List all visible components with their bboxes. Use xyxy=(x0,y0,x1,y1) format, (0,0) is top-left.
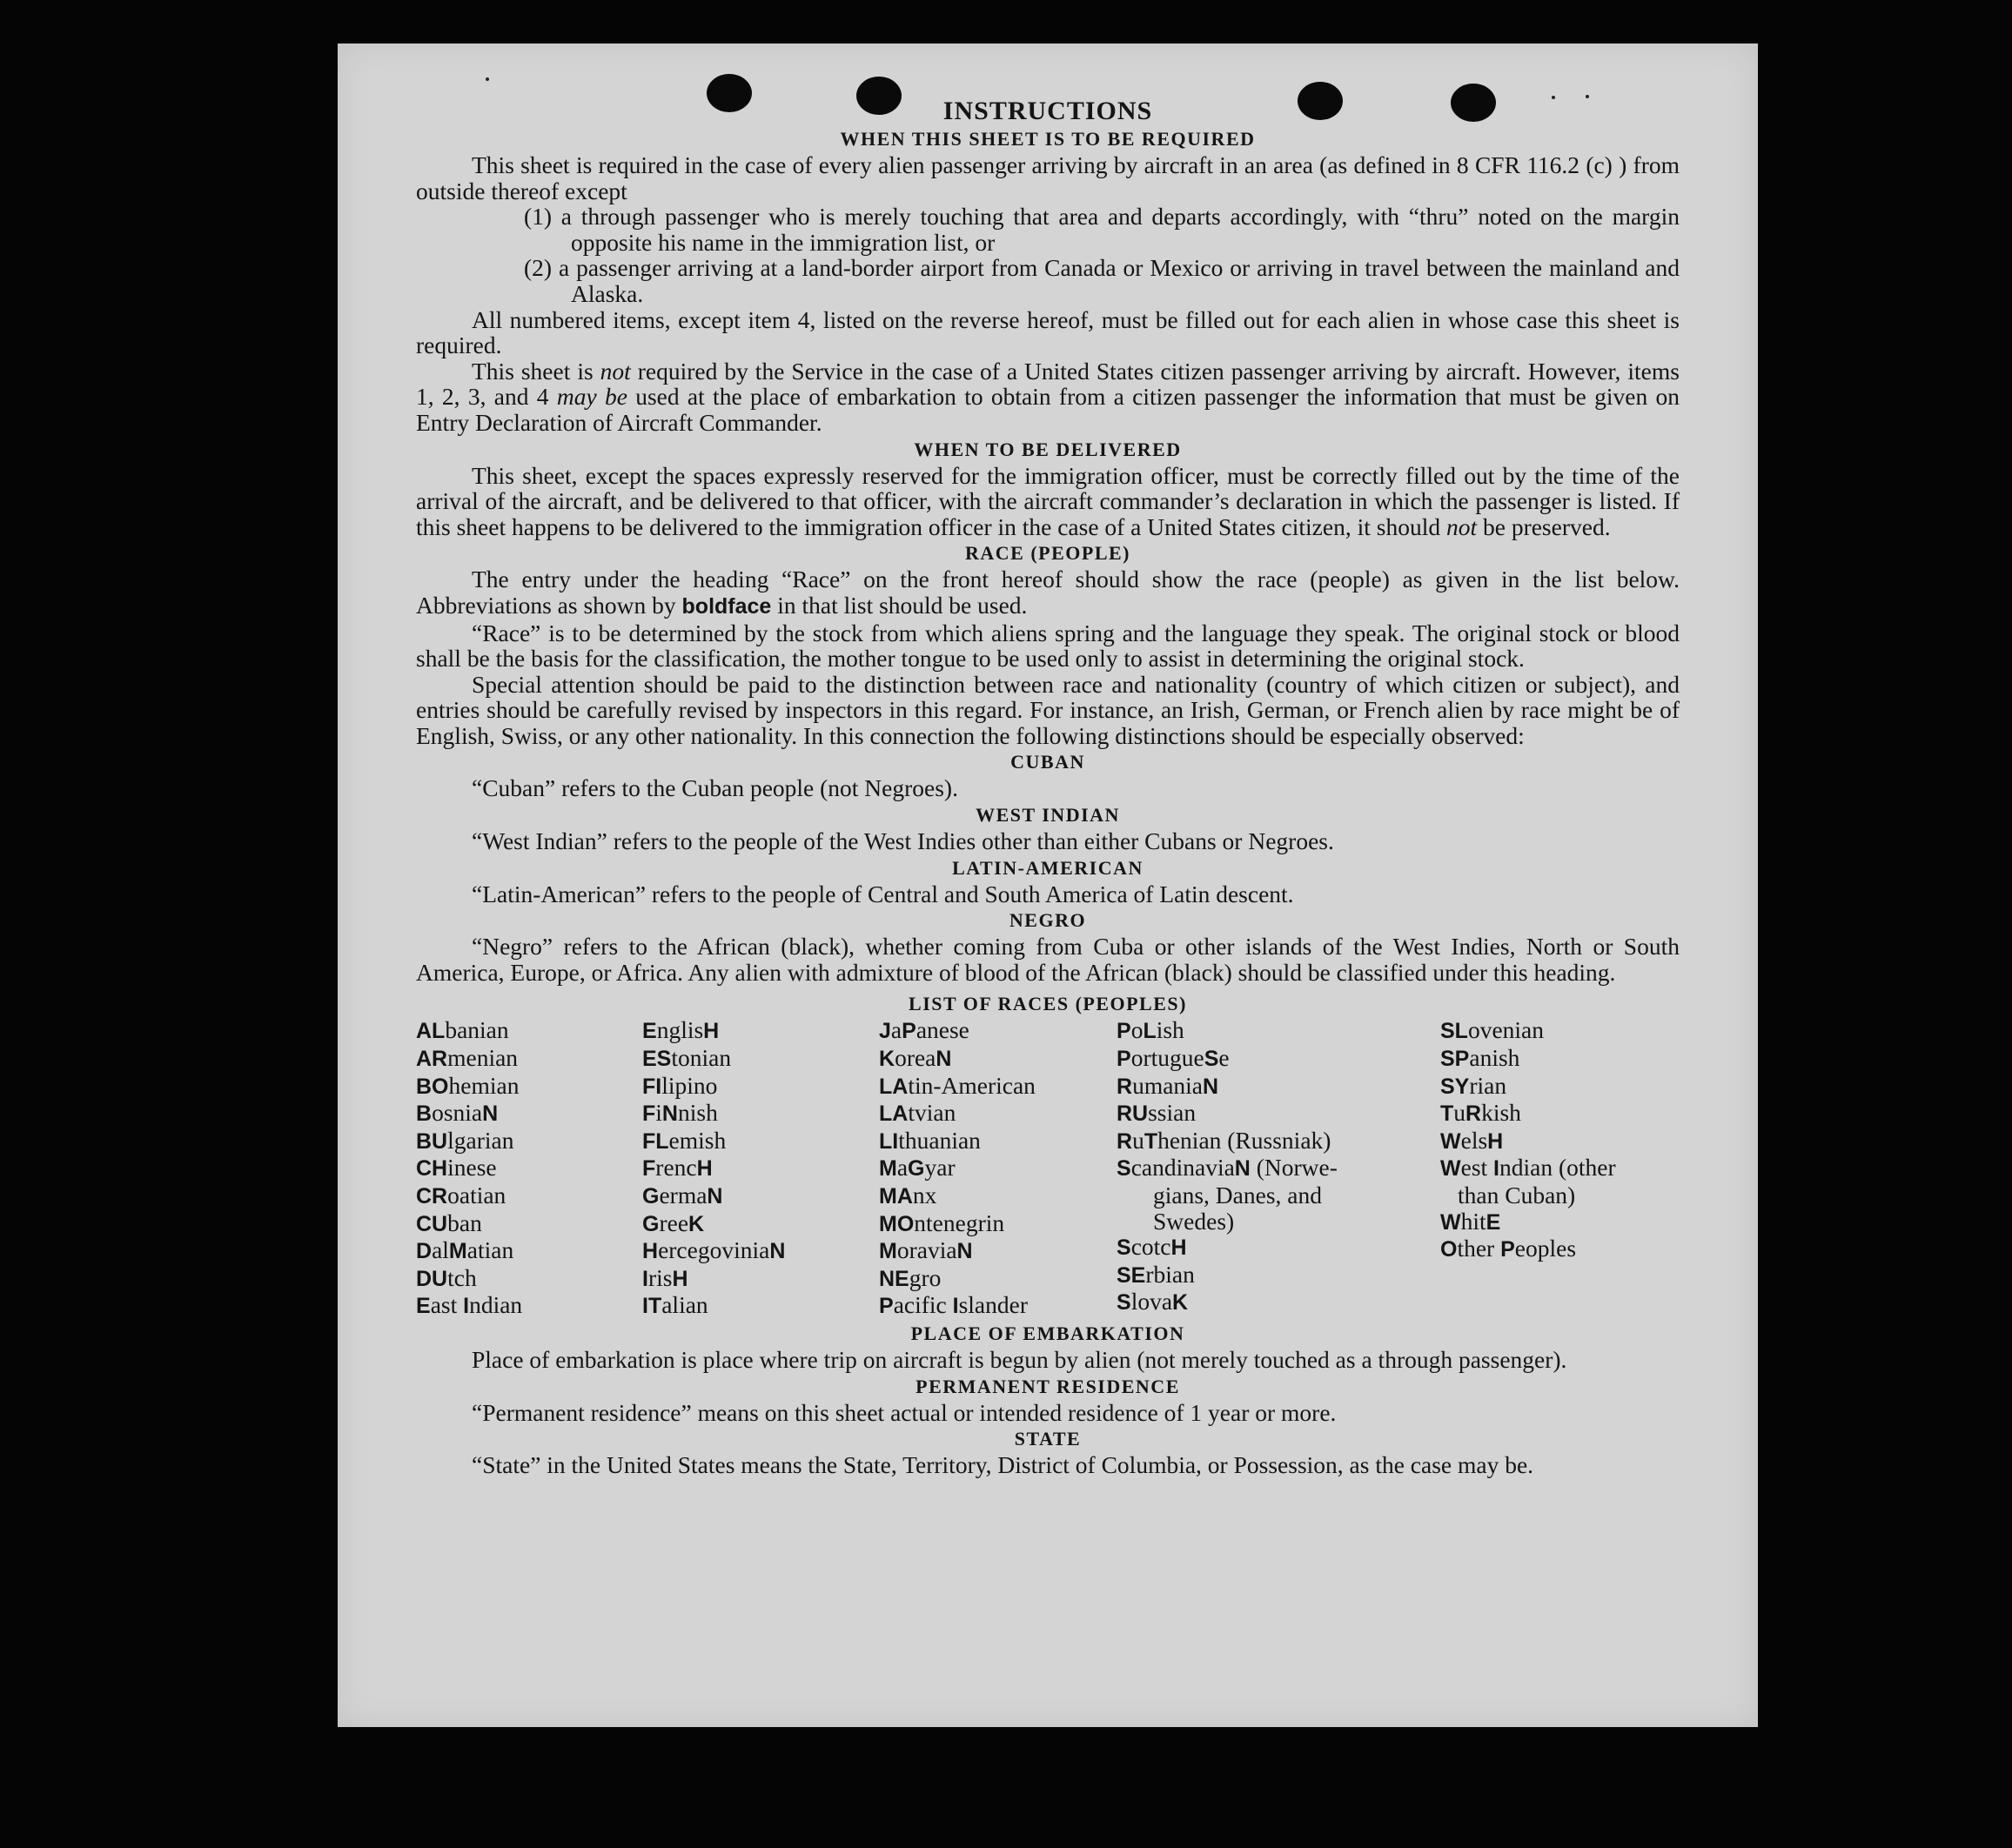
race-entry: TuRkish xyxy=(1440,1099,1521,1127)
race-entry: MoraviaN xyxy=(879,1236,973,1264)
race-entry: CRoatian xyxy=(416,1182,506,1209)
race-entry: WhitE xyxy=(1440,1207,1501,1235)
paragraph: Special attention should be paid to the distinction between race and nationality (country of which citizen or subject), and entries should be carefully revised by inspectors in this regard. For instance, an Irish, German, or French alien by race might be of English, Swiss, or any other nationality. In this connection the following distinctions should be especially observed: xyxy=(416,670,1680,749)
race-entry: West Indian (other xyxy=(1440,1154,1616,1182)
race-entry: EStonian xyxy=(642,1044,732,1072)
race-entry: LIthuanian xyxy=(879,1126,981,1154)
race-entry: MOntenegrin xyxy=(879,1209,1005,1236)
race-entry: JaPanese xyxy=(879,1016,969,1044)
race-entry: Pacific Islander xyxy=(879,1291,1028,1319)
race-entry: PortugueSe xyxy=(1117,1044,1230,1072)
race-entry: ALbanian xyxy=(416,1016,509,1044)
race-entry: East Indian xyxy=(416,1291,523,1319)
races-column xyxy=(1440,1017,1680,1320)
heading-negro: NEGRO xyxy=(1009,909,1087,932)
heading-west-indian: WEST INDIAN xyxy=(976,804,1120,827)
heading-state: STATE xyxy=(1014,1428,1082,1450)
race-entry: LAtvian xyxy=(879,1099,956,1127)
races-column xyxy=(1117,1017,1440,1320)
paragraph: This sheet is required in the case of every alien passenger arriving by aircraft in an area (as defined in 8 CFR 116.2 (c) ) from outside thereof except xyxy=(416,151,1680,204)
race-entry: DUtch xyxy=(416,1263,477,1291)
races-column xyxy=(642,1017,879,1320)
race-entry: ScotcH xyxy=(1117,1233,1187,1261)
paragraph: “West Indian” refers to the people of the West Indies other than either Cubans or Negroes. xyxy=(472,827,1334,855)
speck xyxy=(486,77,489,81)
list-item: (2) a passenger arriving at a land-border airport from Canada or Mexico or arriving in travel between the mainland and Alaska. xyxy=(524,254,1680,307)
race-entry: FIlipino xyxy=(642,1071,718,1099)
heading-delivered: WHEN TO BE DELIVERED xyxy=(914,438,1182,460)
race-entry: BOhemian xyxy=(416,1071,520,1099)
heading-residence: PERMANENT RESIDENCE xyxy=(915,1375,1180,1397)
race-entry: GreeK xyxy=(642,1209,705,1236)
heading-embarkation: PLACE OF EMBARKATION xyxy=(910,1322,1185,1344)
race-entry: SLovenian xyxy=(1440,1016,1545,1044)
race-entry: BosniaN xyxy=(416,1099,499,1127)
race-entry: KoreaN xyxy=(879,1044,952,1072)
paragraph: This sheet, except the spaces expressly reserved for the immigration officer, must be correctly filled out by the time of the arrival of the aircraft, and be delivered to that officer, with the aircraft commander’s declaration in which the passenger is listed. If this sheet happens to be delivered to the immigration officer in the case of a United States citizen, it should not be preserved. xyxy=(416,461,1680,540)
race-entry: RUssian xyxy=(1117,1099,1197,1127)
paragraph: Place of embarkation is place where trip on aircraft is begun by alien (not merely touched as a through passenger). xyxy=(472,1345,1567,1373)
paragraph: The entry under the heading “Race” on the front hereof should show the race (people) as given in the list below. Abbreviations as shown by boldface in that list should be used. xyxy=(416,566,1680,619)
heading-latin-american: LATIN-AMERICAN xyxy=(952,856,1143,879)
page-title: INSTRUCTIONS xyxy=(942,97,1153,125)
race-entry: RumaniaN xyxy=(1117,1071,1219,1099)
race-entry: ARmenian xyxy=(416,1044,519,1072)
race-entry: GermaN xyxy=(642,1182,723,1209)
race-entry: ITalian xyxy=(642,1291,708,1319)
race-entry: FrencH xyxy=(642,1154,713,1182)
heading-list-of-races: LIST OF RACES (PEOPLES) xyxy=(909,993,1187,1015)
race-entry: CUban xyxy=(416,1209,482,1236)
document-sheet xyxy=(338,44,1758,1727)
race-entry: EnglisH xyxy=(642,1016,720,1044)
race-entry: CHinese xyxy=(416,1154,497,1182)
paragraph: “State” in the United States means the State, Territory, District of Columbia, or Possession, as the case may be. xyxy=(472,1451,1534,1479)
race-entry: MAnx xyxy=(879,1182,937,1209)
races-column xyxy=(879,1017,1117,1320)
list-item: (1) a through passenger who is merely touching that area and departs accordingly, with “thru” noted on the margin opposite his name in the immigration list, or xyxy=(524,203,1680,256)
race-entry: IrisH xyxy=(642,1263,688,1291)
race-entry: WelsH xyxy=(1440,1126,1504,1154)
race-entry: FiNnish xyxy=(642,1099,718,1127)
race-entry: HercegoviniaN xyxy=(642,1236,786,1264)
heading-cuban: CUBAN xyxy=(1010,751,1085,773)
race-entry: LAtin-American xyxy=(879,1071,1036,1099)
races-column xyxy=(416,1017,642,1320)
race-entry: BUlgarian xyxy=(416,1126,514,1154)
race-entry: Other Peoples xyxy=(1440,1235,1577,1262)
race-entry: MaGyar xyxy=(879,1154,956,1182)
race-entry: SYrian xyxy=(1440,1071,1507,1099)
instructions-body xyxy=(416,97,1680,1478)
race-entry: PoLish xyxy=(1117,1016,1184,1044)
race-entry: DalMatian xyxy=(416,1236,514,1264)
paragraph: All numbered items, except item 4, listed on the reverse hereof, must be filled out for each alien in whose case this sheet is required. xyxy=(416,305,1680,359)
paragraph: “Latin-American” refers to the people of Central and South America of Latin descent. xyxy=(472,880,1294,907)
race-entry: Swedes) xyxy=(1153,1207,1235,1235)
race-entry: NEgro xyxy=(879,1263,942,1291)
race-entry: RuThenian (Russniak) xyxy=(1117,1126,1331,1154)
heading-race: RACE (PEOPLE) xyxy=(965,542,1130,565)
paragraph: This sheet is not required by the Service in the case of a United States citizen passenger arriving by aircraft. However, items 1, 2, 3, and 4 may be used at the place of embarkation to obtain from a citizen passenger the information that must be given on Entry Declaration of Aircraft Commander. xyxy=(416,357,1680,436)
paragraph: “Permanent residence” means on this sheet actual or intended residence of 1 year or more. xyxy=(472,1398,1337,1426)
race-entry: FLemish xyxy=(642,1126,727,1154)
paragraph: “Negro” refers to the African (black), whether coming from Cuba or other islands of the West Indies, North or South America, Europe, or Africa. Any alien with admixture of blood of the African (black) should be classified under this heading. xyxy=(416,933,1680,986)
race-entry: than Cuban) xyxy=(1458,1182,1576,1209)
paragraph: “Race” is to be determined by the stock from which aliens spring and the language they speak. The original stock or blood shall be the basis for the classification, the mother tongue to be used only to assist in determining the original stock. xyxy=(416,619,1680,673)
race-entry: ScandinaviaN (Norwe- xyxy=(1117,1154,1338,1182)
races-list xyxy=(416,1017,1680,1320)
heading-required: WHEN THIS SHEET IS TO BE REQUIRED xyxy=(840,128,1256,150)
race-entry: gians, Danes, and xyxy=(1153,1182,1322,1209)
race-entry: SPanish xyxy=(1440,1044,1520,1072)
race-entry: SlovaK xyxy=(1117,1288,1189,1316)
paragraph: “Cuban” refers to the Cuban people (not Negroes). xyxy=(472,774,958,802)
race-entry: SErbian xyxy=(1117,1260,1195,1288)
